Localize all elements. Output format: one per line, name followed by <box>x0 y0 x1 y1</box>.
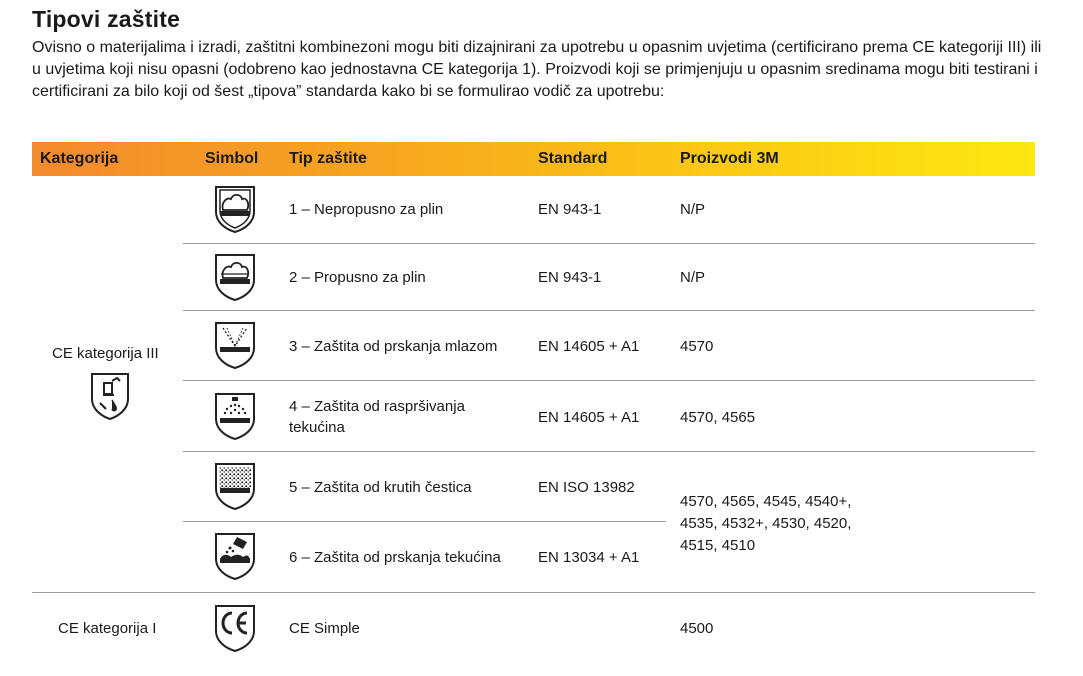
products-line1: 4570, 4565, 4545, 4540+, <box>680 493 852 510</box>
row-2-standard: EN 943-1 <box>538 269 602 286</box>
table-header <box>32 142 1035 176</box>
row-4-type-line1: 4 – Zaštita od raspršivanja <box>289 398 465 415</box>
page-title: Tipovi zaštite <box>32 6 181 32</box>
row-4-type <box>289 396 465 438</box>
products-line2: 4535, 4532+, 4530, 4520, <box>680 515 852 532</box>
header-products: Proizvodi 3M <box>680 150 779 167</box>
row-2-products: N/P <box>680 269 706 286</box>
row-5-type: 5 – Zaštita od krutih čestica <box>289 479 472 496</box>
row-2-type: 2 – Propusno za plin <box>289 269 426 286</box>
non-gas-tight-shield-icon <box>213 252 257 302</box>
splash-shield-icon <box>213 531 257 581</box>
row-divider <box>183 380 1035 381</box>
row-6-standard: EN 13034 + A1 <box>538 549 640 566</box>
row-1-products: N/P <box>680 201 706 218</box>
group-divider <box>32 592 1035 593</box>
jet-spray-shield-icon <box>213 320 257 370</box>
gas-tight-shield-icon <box>213 184 257 234</box>
row-1-standard: EN 943-1 <box>538 201 602 218</box>
row-3-type: 3 – Zaštita od prskanja mlazom <box>289 338 498 355</box>
products-line3: 4515, 4510 <box>680 537 756 554</box>
chemical-shield-icon <box>88 371 132 421</box>
header-type: Tip zaštite <box>289 150 367 167</box>
row-divider <box>183 243 1035 244</box>
particle-shield-icon <box>213 461 257 511</box>
header-category: Kategorija <box>40 150 119 167</box>
row-divider <box>183 521 666 522</box>
row-divider <box>183 310 1035 311</box>
row-3-standard: EN 14605 + A1 <box>538 338 640 355</box>
intro-paragraph: Ovisno o materijalima i izradi, zaštitni kombinezoni mogu biti dizajnirani za upotrebu u opasnim uvjetima (certificirano prema CE kategoriji III) ili u uvjetima koji nisu opasni (odobreno kao jednostavna CE kategorija 1). Proizvodi koji se primjenjuju u opasnim sredinama mogu biti testirani i certificirani za bilo koji od šest „tipova” standarda kako bi se formulirao vodič za upotrebu: <box>32 39 1042 100</box>
header-symbol: Simbol <box>205 150 259 167</box>
ce-shield-icon <box>213 603 257 653</box>
row-5-standard: EN ISO 13982 <box>538 479 635 496</box>
row-3-products: 4570 <box>680 338 714 355</box>
rows-5-6-products <box>680 491 851 557</box>
row-4-standard: EN 14605 + A1 <box>538 409 640 426</box>
header-standard: Standard <box>538 150 608 167</box>
row-4-products: 4570, 4565 <box>680 409 756 426</box>
category-ce-i: CE kategorija I <box>58 620 157 637</box>
row-divider <box>183 451 1035 452</box>
row-7-products: 4500 <box>680 620 714 637</box>
row-6-type: 6 – Zaštita od prskanja tekućina <box>289 549 501 566</box>
spray-shield-icon <box>213 391 257 441</box>
row-4-type-line2: tekućina <box>289 419 345 436</box>
category-ce-iii: CE kategorija III <box>52 345 159 362</box>
row-1-type: 1 – Nepropusno za plin <box>289 201 444 218</box>
row-7-type: CE Simple <box>289 620 360 637</box>
